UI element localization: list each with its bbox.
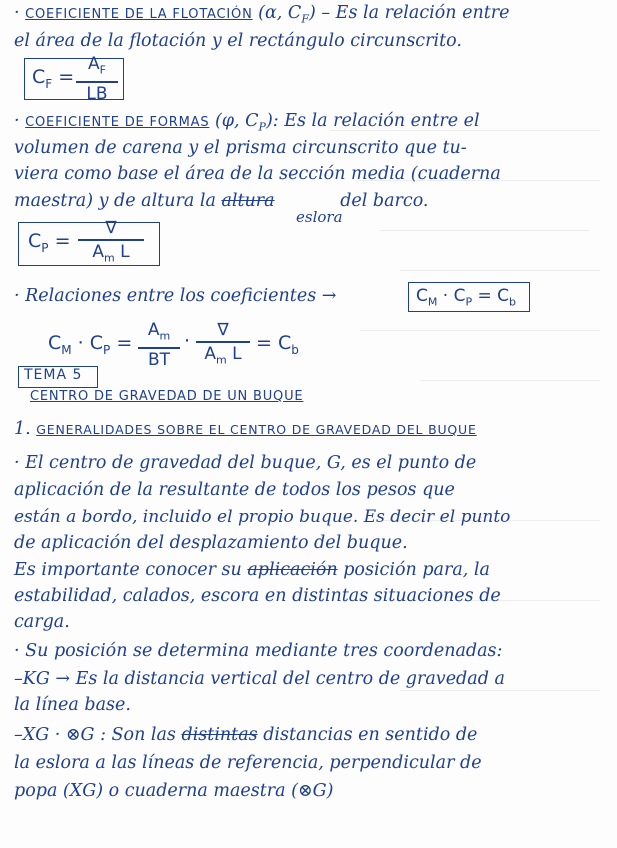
text-line-3: · COEFICIENTE DE FORMAS (φ, $C_P$): Es la relación entre el bbox=[14, 111, 480, 134]
relation-rhs: = $C_b$ bbox=[256, 332, 299, 357]
text-line-18: la línea base. bbox=[14, 695, 131, 715]
formula-cp-fraction: ∇ $A_m$ L bbox=[78, 218, 144, 268]
section-heading: CENTRO DE GRAVEDAD DE UN BUQUE bbox=[30, 389, 304, 404]
text-line-15: carga. bbox=[14, 612, 70, 632]
text-line-12: de aplicación del desplazamiento del buque. bbox=[14, 533, 408, 553]
relation-fraction-1: $A_m$ BT bbox=[138, 320, 180, 370]
text-line-2: el área de la flotación y el rectángulo circunscrito. bbox=[14, 31, 462, 51]
formula-cf-lhs: $C_F$ = bbox=[32, 66, 75, 91]
text-line-20: la eslora a las líneas de referencia, perpendicular de bbox=[14, 753, 482, 773]
text-line-10: aplicación de la resultante de todos los pesos que bbox=[14, 480, 455, 500]
text-line-11: están a bordo, incluido el propio buque. Es decir el punto bbox=[14, 507, 511, 527]
subheading-line: 1. GENERALIDADES SOBRE EL CENTRO DE GRAVEDAD DEL BUQUE bbox=[14, 419, 477, 439]
formula-cp-lhs: $C_P$ = bbox=[28, 230, 71, 255]
text-line-17: –KG → Es la distancia vertical del centro de gravedad a bbox=[14, 669, 505, 689]
text-line-9: · El centro de gravedad del buque, G, es el punto de bbox=[14, 453, 477, 473]
struck-word-aplicacion: aplicación bbox=[247, 560, 338, 580]
text-line-13: Es importante conocer su aplicación posición para, la bbox=[14, 560, 490, 580]
text-line-14: estabilidad, calados, escora en distintas situaciones de bbox=[14, 586, 501, 606]
text-line-4: volumen de carena y el prisma circunscrito que tu- bbox=[14, 138, 467, 158]
text-line-19: –XG · ⊗G : Son las distintas distancias en sentido de bbox=[14, 725, 478, 745]
formula-cf-fraction: $A_F$ LB bbox=[76, 54, 118, 104]
correction-eslora: eslora bbox=[296, 208, 343, 226]
relation-box-text: $C_M \cdot C_P = C_b$ bbox=[416, 286, 517, 309]
relation-lhs: $C_M \cdot C_P$ = bbox=[48, 332, 133, 357]
text-line-7: · Relaciones entre los coeficientes → bbox=[14, 286, 337, 306]
text-line-16: · Su posición se determina mediante tres coordenadas: bbox=[14, 641, 503, 661]
struck-word-distintas: distintas bbox=[181, 725, 258, 745]
text-line-5: viera como base el área de la sección media (cuaderna bbox=[14, 164, 501, 184]
text-line-21: popa (XG) o cuaderna maestra (⊗G) bbox=[14, 781, 334, 801]
relation-fraction-2: ∇ $A_m$ L bbox=[196, 320, 250, 370]
tema-label: TEMA 5 bbox=[24, 367, 83, 383]
struck-word-altura: altura bbox=[221, 191, 275, 211]
text-line-1: · COEFICIENTE DE LA FLOTACIÓN (α, $C_F$) – Es la relación entre bbox=[14, 3, 510, 26]
relation-dot: · bbox=[184, 330, 191, 352]
text-line-6: maestra) y de altura la altura del barco. bbox=[14, 191, 429, 211]
